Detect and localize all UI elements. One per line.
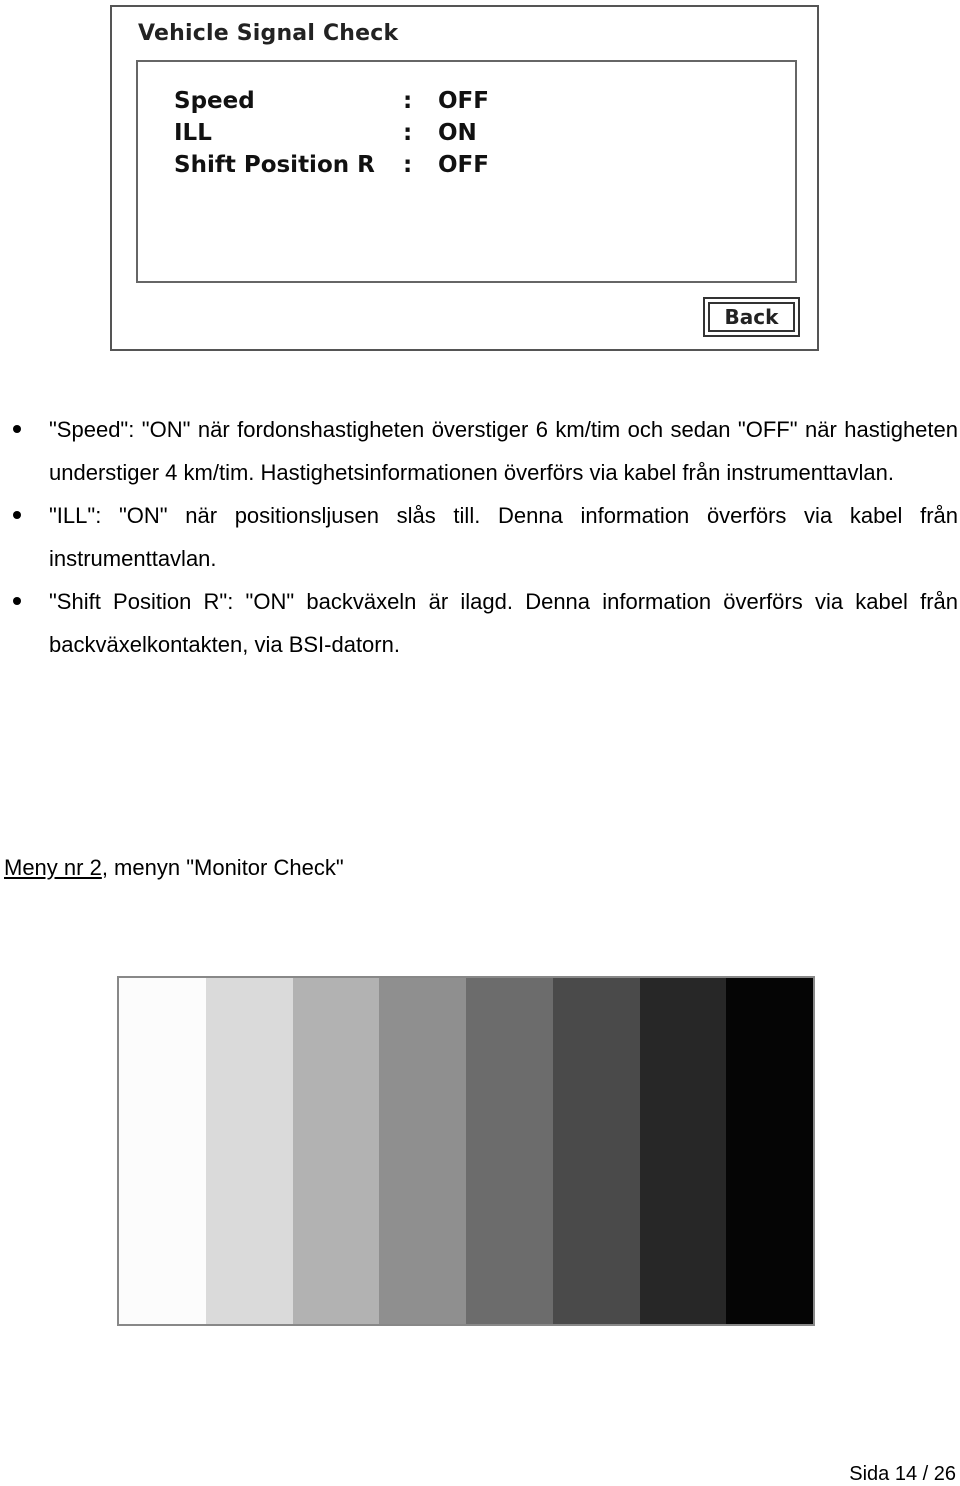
bullet-text: "Shift Position R": "ON" backväxeln är ilagd. Denna information överförs via kabel från backväxelkontakten, via BSI-datorn.	[49, 589, 958, 657]
menu-heading-title: , menyn "Monitor Check"	[101, 855, 344, 880]
gray-bar-3	[293, 978, 380, 1324]
list-item	[0, 494, 960, 580]
gray-bar-7	[640, 978, 727, 1324]
gray-bar-4	[379, 978, 466, 1324]
signal-value: OFF	[438, 152, 489, 178]
vehicle-signal-check-screen	[110, 5, 819, 351]
signal-row-shift-position-r	[174, 152, 774, 182]
signal-panel	[136, 60, 797, 283]
signal-value: ON	[438, 120, 477, 146]
grayscale-test-pattern	[117, 976, 815, 1326]
page-number: Sida 14 / 26	[849, 1463, 956, 1485]
bullet-icon	[13, 425, 21, 433]
signal-description-list	[0, 408, 960, 666]
screen-title: Vehicle Signal Check	[138, 21, 399, 46]
signal-separator: :	[403, 120, 413, 146]
gray-bar-2	[206, 978, 293, 1324]
signal-name: ILL	[174, 120, 212, 146]
menu-heading-number: Meny nr 2	[4, 855, 102, 880]
list-item	[0, 408, 960, 494]
gray-bar-6	[553, 978, 640, 1324]
back-button[interactable]	[703, 297, 800, 337]
bullet-icon	[13, 511, 21, 519]
signal-row-ill	[174, 120, 774, 150]
bullet-icon	[13, 597, 21, 605]
list-item	[0, 580, 960, 666]
signal-separator: :	[403, 88, 413, 114]
signal-name: Speed	[174, 88, 255, 114]
signal-value: OFF	[438, 88, 489, 114]
bullet-text: "ILL": "ON" när positionsljusen slås till. Denna information överförs via kabel från instrumenttavlan.	[49, 503, 958, 571]
gray-bar-1	[119, 978, 206, 1324]
signal-separator: :	[403, 152, 413, 178]
signal-row-speed	[174, 88, 774, 118]
signal-name: Shift Position R	[174, 152, 375, 178]
gray-bar-5	[466, 978, 553, 1324]
bullet-text: "Speed": "ON" när fordonshastigheten överstiger 6 km/tim och sedan "OFF" när hastigheten understiger 4 km/tim. Hastighetsinformationen överförs via kabel från instrumenttavlan.	[49, 417, 958, 485]
gray-bar-8	[726, 978, 813, 1324]
back-button-label: Back	[708, 302, 795, 332]
menu-heading	[4, 850, 344, 886]
